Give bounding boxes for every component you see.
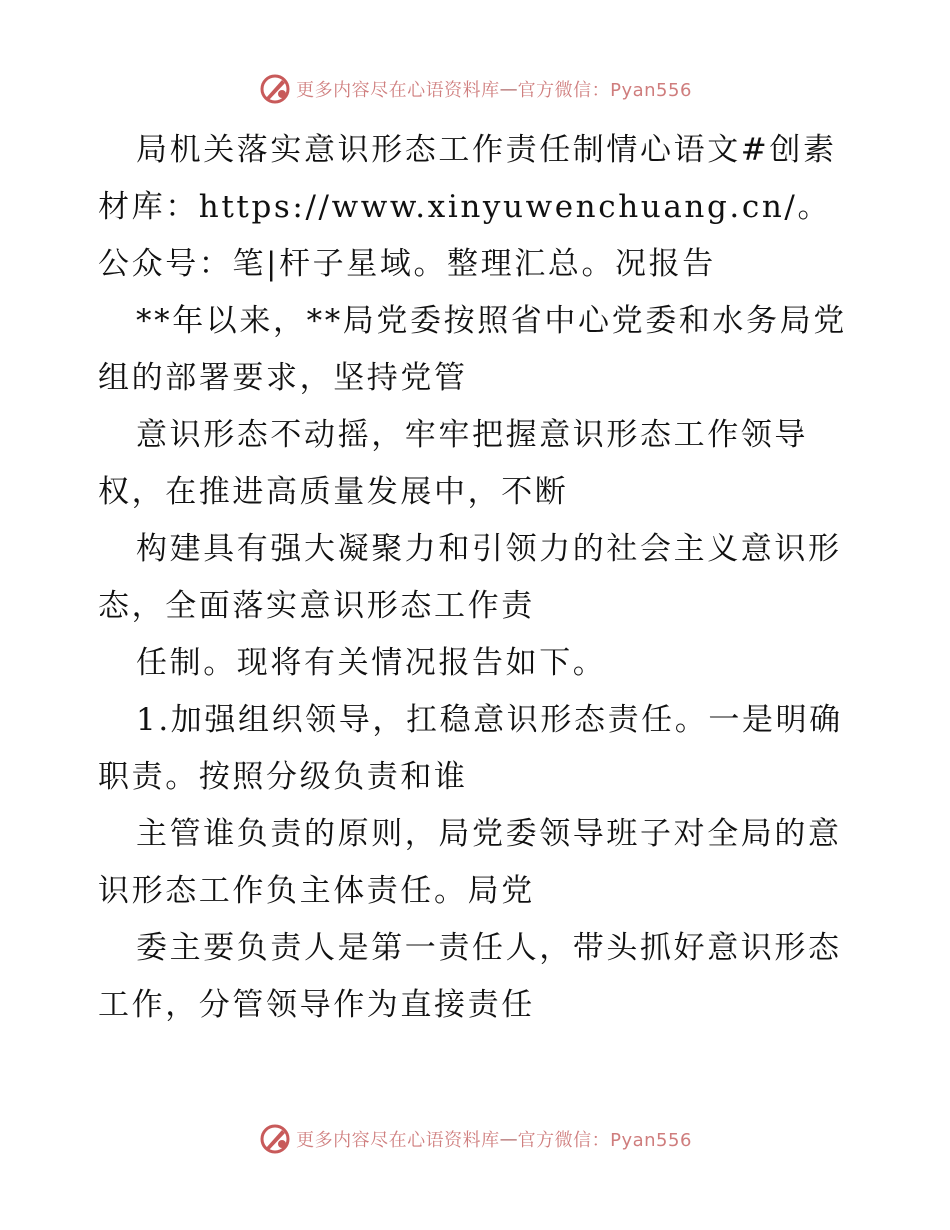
watermark-contact: 官方微信：Pyan556 xyxy=(517,1130,692,1151)
paragraph-7: 主管谁负责的原则，局党委领导班子对全局的意识形态工作负主体责任。局党 xyxy=(98,816,842,909)
watermark-text: 更多内容尽在心语资料库 xyxy=(296,80,500,101)
paragraph-4: 构建具有强大凝聚力和引领力的社会主义意识形态，全面落实意识形态工作责 xyxy=(98,531,842,624)
paragraph-8: 委主要负责人是第一责任人，带头抓好意识形态工作，分管领导作为直接责任 xyxy=(98,930,842,1023)
header-watermark xyxy=(0,72,950,106)
document-body xyxy=(98,122,858,1034)
quill-seal-icon xyxy=(258,1122,292,1156)
watermark-contact: 官方微信：Pyan556 xyxy=(517,80,692,101)
footer-watermark xyxy=(0,1122,950,1156)
watermark-separator: — xyxy=(499,78,518,100)
paragraph-2: **年以来，**局党委按照省中心党委和水务局党组的部署要求，坚持党管 xyxy=(98,303,847,396)
paragraph-1: 局机关落实意识形态工作责任制情心语文#创素材库：https://www.xinyuwenchuang.cn/。公众号：笔|杆子星域。整理汇总。况报告 xyxy=(98,132,837,282)
paragraph-3: 意识形态不动摇，牢牢把握意识形态工作领导权，在推进高质量发展中，不断 xyxy=(98,417,808,510)
paragraph-6: 1.加强组织领导，扛稳意识形态责任。一是明确职责。按照分级负责和谁 xyxy=(98,702,843,795)
paragraph-5: 任制。现将有关情况报告如下。 xyxy=(136,645,607,681)
watermark-text: 更多内容尽在心语资料库 xyxy=(296,1130,500,1151)
quill-seal-icon xyxy=(258,72,292,106)
watermark-separator: — xyxy=(499,1128,518,1150)
